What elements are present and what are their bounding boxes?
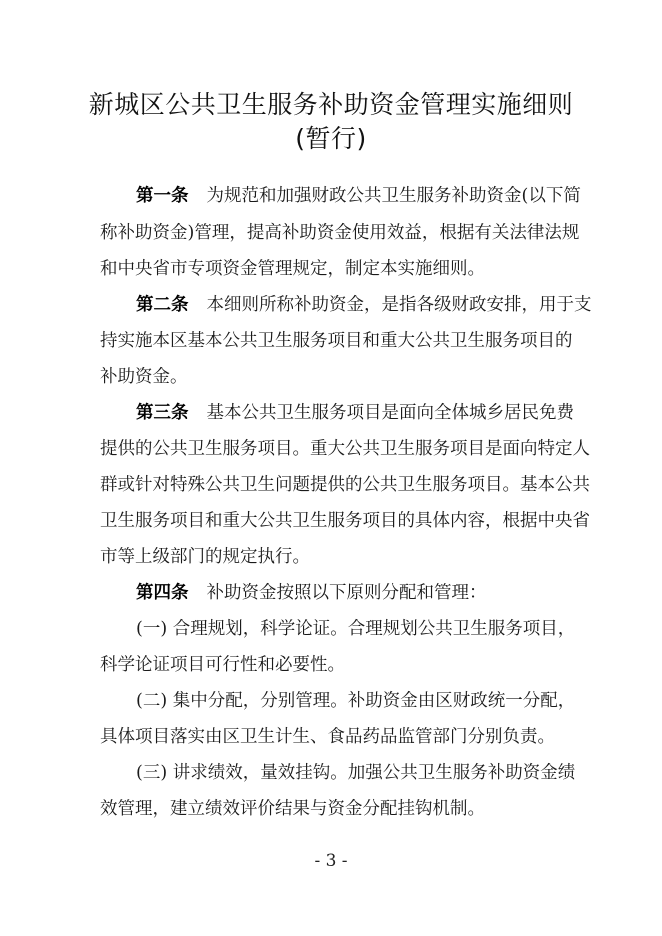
article-3-line: 提供的公共卫生服务项目。重大公共卫生服务项目是面向特定人 [100, 439, 590, 459]
article-4-label: 第四条 [136, 583, 189, 603]
clause-3-line: (三) 讲求绩效，量效挂钩。加强公共卫生服务补助资金绩 [136, 763, 576, 783]
article-3-line: 群或针对特殊公共卫生问题提供的公共卫生服务项目。基本公共 [100, 475, 590, 495]
article-2-line: 补助资金。 [100, 367, 188, 387]
article-2-line: 持实施本区基本公共卫生服务项目和重大公共卫生服务项目的 [100, 331, 573, 351]
article-1-text: 为规范和加强财政公共卫生服务补助资金(以下简 [206, 186, 581, 206]
clause-1-line: 科学论证项目可行性和必要性。 [100, 655, 345, 675]
article-3-text: 基本公共卫生服务项目是面向全体城乡居民免费 [206, 403, 574, 423]
article-2-text: 本细则所称补助资金，是指各级财政安排，用于支 [206, 295, 592, 315]
document-subtitle: (暂行) [295, 124, 367, 153]
article-1-line: 称补助资金)管理，提高补助资金使用效益，根据有关法律法规 [100, 223, 580, 243]
clause-1-line: (一) 合理规划，科学论证。合理规划公共卫生服务项目， [136, 619, 576, 639]
clause-2-line: (二) 集中分配，分别管理。补助资金由区财政统一分配， [136, 691, 576, 711]
article-1-label: 第一条 [136, 186, 189, 206]
page-number: - 3 - [314, 851, 348, 871]
article-3-line: 市等上级部门的规定执行。 [100, 547, 310, 567]
clause-3-line: 效管理，建立绩效评价结果与资金分配挂钩机制。 [100, 799, 485, 819]
article-3-label: 第三条 [136, 403, 189, 423]
document-title: 新城区公共卫生服务补助资金管理实施细则 [88, 90, 574, 119]
article-1-line: 和中央省市专项资金管理规定，制定本实施细则。 [100, 259, 485, 279]
article-4-first-line [136, 583, 487, 603]
article-3-line: 卫生服务项目和重大公共卫生服务项目的具体内容，根据中央省 [100, 511, 590, 531]
article-1-first-line [136, 186, 581, 206]
clause-2-line: 具体项目落实由区卫生计生、食品药品监管部门分别负责。 [100, 727, 555, 747]
article-2-first-line [136, 295, 592, 315]
article-3-first-line [136, 403, 574, 423]
article-4-text: 补助资金按照以下原则分配和管理： [206, 583, 487, 603]
article-2-label: 第二条 [136, 295, 189, 315]
